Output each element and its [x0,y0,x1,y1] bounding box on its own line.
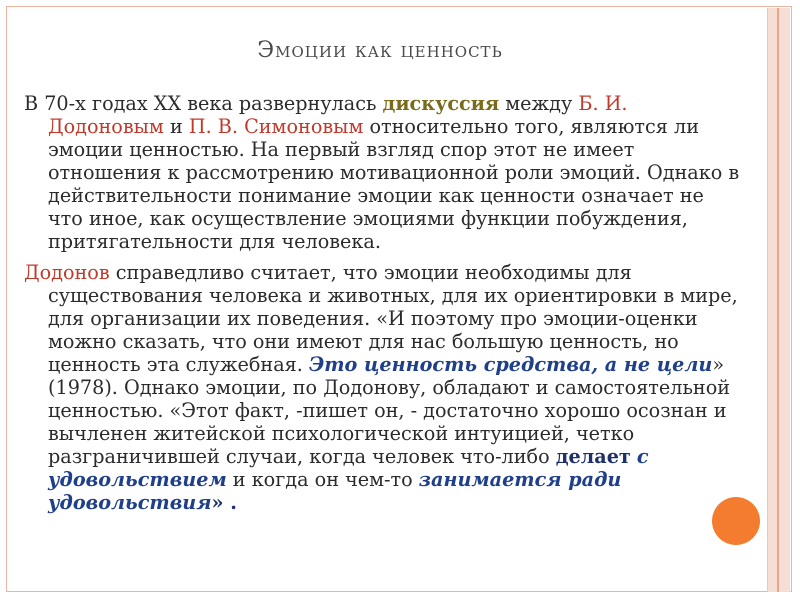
name-dodonov-2: Додонов [24,261,110,284]
slide-title: Эмоции как ценность [257,38,503,63]
term-with-pleasure: с удовольствием [48,445,649,491]
term-discussion: дискуссия [382,92,500,115]
quote-close: » . [211,491,237,514]
p1-text: между [499,92,579,115]
decorative-side-stripe [767,8,790,592]
paragraph-2 [24,261,744,514]
slide-body [24,92,744,522]
quote-emphasis: Это ценность средства, а не цели [308,353,713,376]
term-for-pleasure: занимается ради удовольствия [48,468,622,514]
p1-text: В 70-х годах XX века развернулась [24,92,383,115]
p2-text: » (1978). Однако эмоции, по Додонову, обладают и самостоятельной ценностью. «Этот факт, -пишет он, - достаточно хорошо осознан и вычленен житейской психологической интуицией, четко разграничившей случаи, когда человек что-либо [48,353,731,468]
p2-text: справедливо считает, что эмоции необходимы для существования человека и животных, для их ориентировки в мире, для организации их поведения. «И поэтому про эмоции-оценки можно сказать, что они имеют для нас большую ценность, но ценность эта служебная. [48,261,738,376]
name-simonov: П. В. Симоновым [188,115,364,138]
p2-text: и когда он чем-то [226,468,419,491]
p1-text: относительно того, являются ли эмоции ценностью. На первый взгляд спор этот не имеет отношения к рассмотрению мотивационной роли эмоций. Однако в действительности понимание эмоции как ценности означает не что иное, как осуществление эмоциями функции побуждения, притягательности для человека. [48,115,740,253]
name-dodonov: Б. И. Додоновым [48,92,628,138]
p1-text: и [163,115,189,138]
term-does: делает [555,445,631,468]
decorative-orange-circle [712,497,760,545]
paragraph-1 [24,92,744,253]
